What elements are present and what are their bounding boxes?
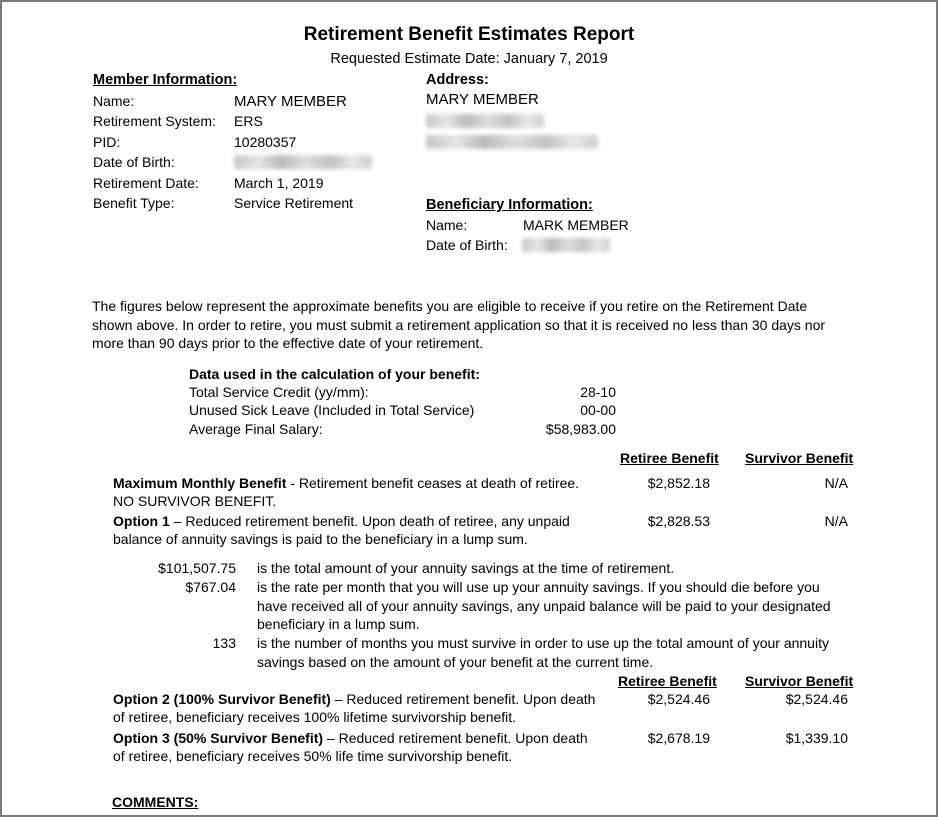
beneficiary-name-label: Name: <box>426 217 468 233</box>
member-pid-value: 10280357 <box>234 134 297 150</box>
calc-sick-value: 00-00 <box>580 402 616 418</box>
option2-retiree: $2,524.46 <box>647 691 710 707</box>
member-name-label: Name: <box>93 93 135 109</box>
member-pid-label: PID: <box>93 134 121 150</box>
max-benefit-retiree: $2,852.18 <box>647 475 710 491</box>
calc-sick-label: Unused Sick Leave (Included in Total Service) <box>189 402 475 418</box>
annuity-months-text: is the number of months you must survive in order to use up the total amount of your annuity savings based on the amount of your benefit at the current time. <box>257 635 829 670</box>
annuity-rate-amount: $767.04 <box>185 579 236 595</box>
option3-retiree: $2,678.19 <box>647 730 710 746</box>
member-type-label: Benefit Type: <box>93 195 175 211</box>
redacted-member-dob <box>234 155 372 169</box>
member-system-label: Retirement System: <box>93 113 216 129</box>
option3-desc2: of retiree, beneficiary receives 50% life time survivorship benefit. <box>113 748 513 764</box>
redacted-beneficiary-dob <box>522 238 610 252</box>
option3-desc: – Reduced retirement benefit. Upon death <box>323 730 588 746</box>
annuity-rate-text: is the rate per month that you will use up your annuity savings. If you should die before you have received all of your annuity savings, any unpaid balance will be paid to your designated beneficiary in a lump sum. <box>257 579 831 632</box>
intro-paragraph: The figures below represent the approximate benefits you are eligible to receive if you retire on the Retirement Date shown above. In order to retire, you must submit a retirement application so that it is received no less than 30 days nor more than 90 days prior to the effective date of your retirement. <box>92 298 826 351</box>
max-benefit-line1 <box>113 474 579 492</box>
member-retdate-value: March 1, 2019 <box>234 175 324 191</box>
member-retdate-label: Retirement Date: <box>93 175 199 191</box>
redacted-address-line2 <box>426 135 598 149</box>
member-name-value: MARY MEMBER <box>234 93 347 110</box>
report-title: Retirement Benefit Estimates Report <box>303 24 635 45</box>
annuity-total-amount: $101,507.75 <box>158 560 236 576</box>
beneficiary-dob-label: Date of Birth: <box>426 237 508 253</box>
max-benefit-name: Maximum Monthly Benefit <box>113 475 287 491</box>
option3-name: Option 3 (50% Survivor Benefit) <box>113 730 324 746</box>
option3-survivor: $1,339.10 <box>785 730 848 746</box>
calc-heading: Data used in the calculation of your benefit: <box>189 366 480 382</box>
report-subtitle: Requested Estimate Date: January 7, 2019 <box>330 51 608 67</box>
address-heading: Address: <box>426 72 489 88</box>
calc-service-label: Total Service Credit (yy/mm): <box>189 384 369 400</box>
annuity-months-amount: 133 <box>212 635 236 651</box>
option2-name: Option 2 (100% Survivor Benefit) <box>113 691 331 707</box>
col-header-retiree: Retiree Benefit <box>620 450 719 466</box>
calc-service-value: 28-10 <box>580 384 616 400</box>
member-info-heading: Member Information: <box>93 72 238 88</box>
option1-survivor: N/A <box>824 513 848 529</box>
option1-desc2: balance of annuity savings is paid to the beneficiary in a lump sum. <box>113 531 528 547</box>
max-benefit-desc: - Retirement benefit ceases at death of retiree. <box>286 475 580 491</box>
option1-line1 <box>113 512 570 530</box>
option1-retiree: $2,828.53 <box>647 513 710 529</box>
option2-survivor: $2,524.46 <box>785 691 848 707</box>
beneficiary-name-value: MARK MEMBER <box>523 217 629 233</box>
option1-desc: – Reduced retirement benefit. Upon death of retiree, any unpaid <box>169 513 570 529</box>
member-system-value: ERS <box>234 113 263 129</box>
member-dob-label: Date of Birth: <box>93 154 175 170</box>
max-benefit-desc2: NO SURVIVOR BENEFIT. <box>113 493 277 509</box>
option1-name: Option 1 <box>113 513 170 529</box>
address-name: MARY MEMBER <box>426 91 539 108</box>
col-header-survivor-2: Survivor Benefit <box>745 673 854 689</box>
comments-heading: COMMENTS: <box>112 794 199 810</box>
option2-desc: – Reduced retirement benefit. Upon death <box>330 691 596 707</box>
col-header-survivor: Survivor Benefit <box>745 450 854 466</box>
member-type-value: Service Retirement <box>234 195 354 211</box>
option2-line1 <box>113 690 595 708</box>
redacted-address-line1 <box>426 114 544 128</box>
col-header-retiree-2: Retiree Benefit <box>618 673 717 689</box>
annuity-total-text: is the total amount of your annuity savings at the time of retirement. <box>257 560 675 576</box>
beneficiary-heading: Beneficiary Information: <box>426 197 593 213</box>
max-benefit-survivor: N/A <box>824 475 848 491</box>
option3-line1 <box>113 729 588 747</box>
calc-salary-value: $58,983.00 <box>545 421 616 437</box>
calc-salary-label: Average Final Salary: <box>189 421 323 437</box>
option2-desc2: of retiree, beneficiary receives 100% lifetime survivorship benefit. <box>113 709 517 725</box>
